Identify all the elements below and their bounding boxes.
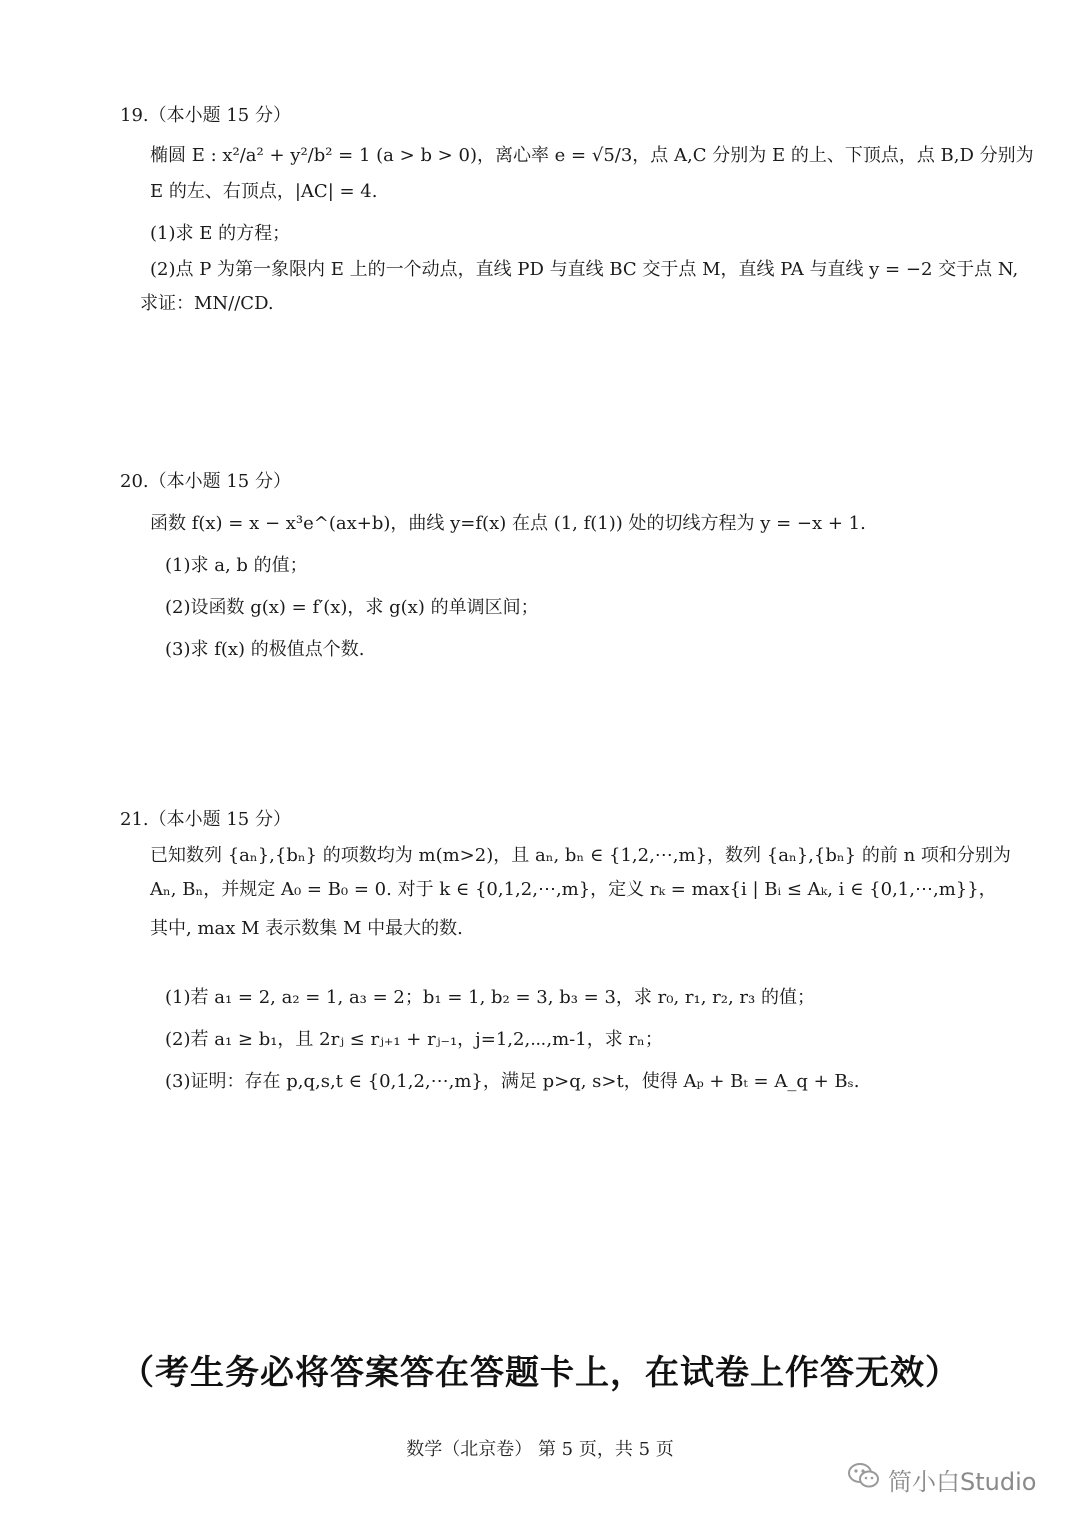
q20-line-1: 函数 f(x) = x − x³e^(ax+b)，曲线 y=f(x) 在点 (1, f(1)) 处的切线方程为 y = −x + 1. [150,513,866,534]
watermark [848,1462,1036,1496]
q21-line-3: 其中, max M 表示数集 M 中最大的数. [150,918,463,939]
watermark-text: 简小白Studio [888,1467,1037,1496]
q20-part-1: (1)求 a, b 的值； [165,555,308,576]
q19-line-2: E 的左、右顶点，|AC| = 4. [150,181,378,202]
q19-line-1: 椭圆 E : x²/a² + y²/b² = 1 (a > b > 0)，离心率 e = √5/3，点 A,C 分别为 E 的上、下顶点，点 B,D 分别为 [150,145,1034,166]
q21-part-3: (3)证明：存在 p,q,s,t ∈ {0,1,2,⋯,m}，满足 p>q, s>t，使得 Aₚ + Bₜ = A_q + Bₛ. [165,1071,860,1092]
q21-line-1: 已知数列 {aₙ},{bₙ} 的项数均为 m(m>2)，且 aₙ, bₙ ∈ {1,2,⋯,m}，数列 {aₙ},{bₙ} 的前 n 项和分别为 [150,845,1011,866]
page-footer: 数学（北京卷） 第 5 页，共 5 页 [406,1439,674,1460]
q20-part-2: (2)设函数 g(x) = f′(x)，求 g(x) 的单调区间； [165,597,539,618]
q20-part-3: (3)求 f(x) 的极值点个数. [165,639,365,660]
q21-part-2: (2)若 a₁ ≥ b₁，且 2rⱼ ≤ rⱼ₊₁ + rⱼ₋₁，j=1,2,⋯,m-1，求 rₙ； [165,1029,663,1050]
q19-part-1: (1)求 E 的方程； [150,223,291,244]
q21-part-1: (1)若 a₁ = 2, a₂ = 1, a₃ = 2；b₁ = 1, b₂ = 3, b₃ = 3，求 r₀, r₁, r₂, r₃ 的值； [165,987,815,1008]
q19-part-2: (2)点 P 为第一象限内 E 上的一个动点，直线 PD 与直线 BC 交于点 M，直线 PA 与直线 y = −2 交于点 N, [150,259,1019,280]
q19-part-3: 求证：MN//CD. [140,293,274,314]
q19-header: 19.（本小题 15 分） [120,105,291,126]
q21-header: 21.（本小题 15 分） [120,809,291,830]
q20-header: 20.（本小题 15 分） [120,471,291,492]
answer-notice: （考生务必将答案答在答题卡上，在试卷上作答无效） [120,1353,960,1393]
wechat-icon [848,1462,880,1496]
q21-line-2: Aₙ, Bₙ，并规定 A₀ = B₀ = 0. 对于 k ∈ {0,1,2,⋯,m}，定义 rₖ = max{i | Bᵢ ≤ Aₖ, i ∈ {0,1,⋯,m}}， [150,879,997,900]
